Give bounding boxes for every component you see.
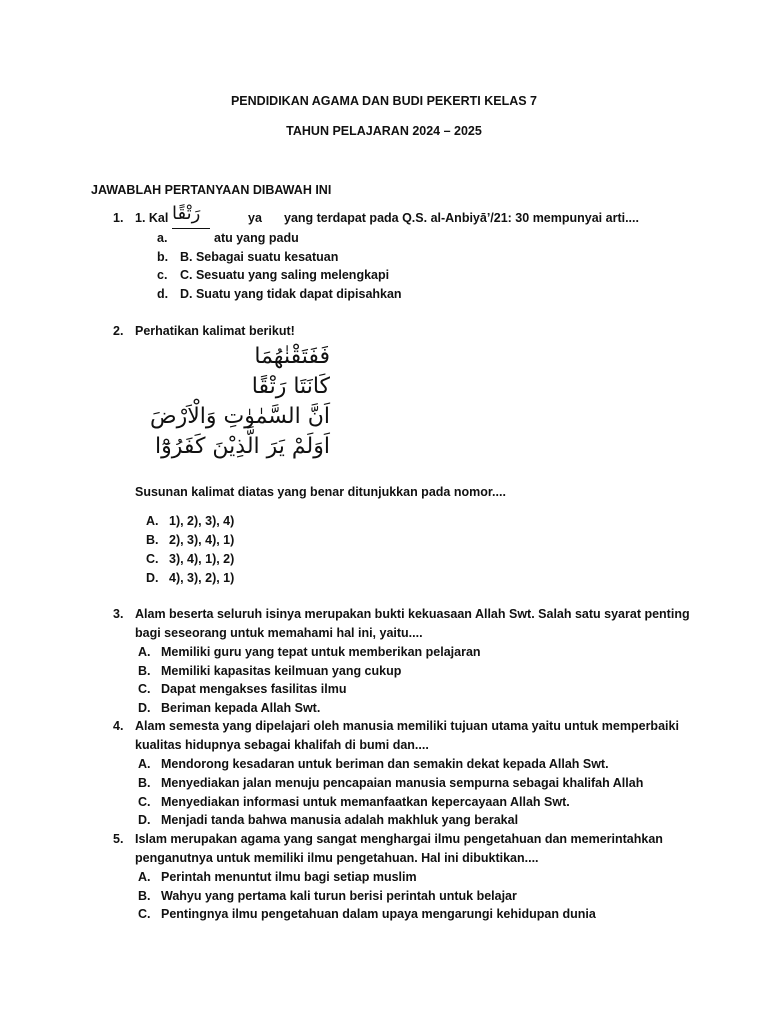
arabic-line-2: كَانَتَا رَتْقًا (251, 374, 330, 399)
option-letter: A. (138, 645, 151, 659)
arabic-line-3: اَنَّ السَّمٰوٰتِ وَالْاَرْضَ (150, 404, 330, 429)
option-text: B. Sebagai suatu kesatuan (180, 250, 339, 264)
question-text-line-1: Alam beserta seluruh isinya merupakan bukti kekuasaan Allah Swt. Salah satu syarat penting (135, 607, 690, 621)
question-text-line-2: bagi seseorang untuk memahami hal ini, yaitu.... (135, 626, 423, 640)
option-letter: D. (146, 571, 159, 585)
option-text: 1), 2), 3), 4) (169, 514, 235, 528)
question-number: 1. (113, 211, 124, 225)
question-number: 3. (113, 607, 124, 621)
option-text: D. Suatu yang tidak dapat dipisahkan (180, 287, 402, 301)
option-text: 2), 3), 4), 1) (169, 533, 235, 547)
question-text-prefix: 1. Kal (135, 211, 169, 225)
question-prompt: Perhatikan kalimat berikut! (135, 324, 295, 338)
arabic-line-1: فَفَتَقْنٰهُمَا (254, 344, 330, 369)
option-text: Pentingnya ilmu pengetahuan dalam upaya mengarungi kehidupan dunia (161, 907, 596, 921)
option-letter: D. (138, 701, 151, 715)
instruction: JAWABLAH PERTANYAAN DIBAWAH INI (91, 183, 332, 197)
option-letter: C. (138, 682, 151, 696)
option-text: Menjadi tanda bahwa manusia adalah makhluk yang berakal (161, 813, 519, 827)
school-year: TAHUN PELAJARAN 2024 – 2025 (286, 124, 482, 138)
option-text: 4), 3), 2), 1) (169, 571, 235, 585)
option-text: atu yang padu (214, 231, 299, 245)
option-letter: c. (157, 268, 168, 282)
option-text: Wahyu yang pertama kali turun berisi perintah untuk belajar (161, 889, 517, 903)
option-letter: B. (138, 776, 151, 790)
option-text: C. Sesuatu yang saling melengkapi (180, 268, 390, 282)
question-text: Susunan kalimat diatas yang benar ditunjukkan pada nomor.... (135, 485, 506, 499)
option-letter: C. (138, 795, 151, 809)
option-text: Memiliki kapasitas keilmuan yang cukup (161, 664, 402, 678)
option-text: Menyediakan informasi untuk memanfaatkan kepercayaan Allah Swt. (161, 795, 570, 809)
option-text: Memiliki guru yang tepat untuk memberikan pelajaran (161, 645, 481, 659)
option-text: Mendorong kesadaran untuk beriman dan semakin dekat kepada Allah Swt. (161, 757, 609, 771)
question-number: 4. (113, 719, 124, 733)
option-letter: A. (138, 870, 151, 884)
option-letter: A. (146, 514, 159, 528)
question-text-line-2: kualitas hidupnya sebagai khalifah di bumi dan.... (135, 738, 429, 752)
option-letter: B. (138, 889, 151, 903)
option-letter: A. (138, 757, 151, 771)
option-letter: D. (138, 813, 151, 827)
option-text: Perintah menuntut ilmu bagi setiap muslim (161, 870, 417, 884)
option-letter: b. (157, 250, 169, 264)
question-text-suffix: yang terdapat pada Q.S. al-Anbiyā’/21: 30 mempunyai arti.... (284, 211, 639, 225)
option-text: Beriman kepada Allah Swt. (161, 701, 321, 715)
option-letter: B. (146, 533, 159, 547)
option-letter: d. (157, 287, 169, 301)
arabic-line-4: اَوَلَمْ يَرَ الَّذِيْنَ كَفَرُوْٓا (154, 434, 330, 459)
option-text: Dapat mengakses fasilitas ilmu (161, 682, 347, 696)
option-letter: B. (138, 664, 151, 678)
question-number: 5. (113, 832, 124, 846)
option-text: Menyediakan jalan menuju pencapaian manusia sempurna sebagai khalifah Allah (161, 776, 644, 790)
arabic-word: رَتْقًا (172, 203, 201, 224)
question-text-line-1: Islam merupakan agama yang sangat menghargai ilmu pengetahuan dan memerintahkan (135, 832, 663, 846)
question-text-middle: ya (248, 211, 262, 225)
option-letter: C. (138, 907, 151, 921)
question-text-line-2: penganutnya untuk memiliki ilmu pengetahuan. Hal ini dibuktikan.... (135, 851, 539, 865)
question-number: 2. (113, 324, 124, 338)
option-text: 3), 4), 1), 2) (169, 552, 235, 566)
arabic-underline (172, 228, 210, 229)
option-letter: C. (146, 552, 159, 566)
question-text-line-1: Alam semesta yang dipelajari oleh manusia memiliki tujuan utama yaitu untuk memperbaiki (135, 719, 679, 733)
document-title: PENDIDIKAN AGAMA DAN BUDI PEKERTI KELAS 7 (230, 94, 538, 108)
option-letter: a. (157, 231, 168, 245)
